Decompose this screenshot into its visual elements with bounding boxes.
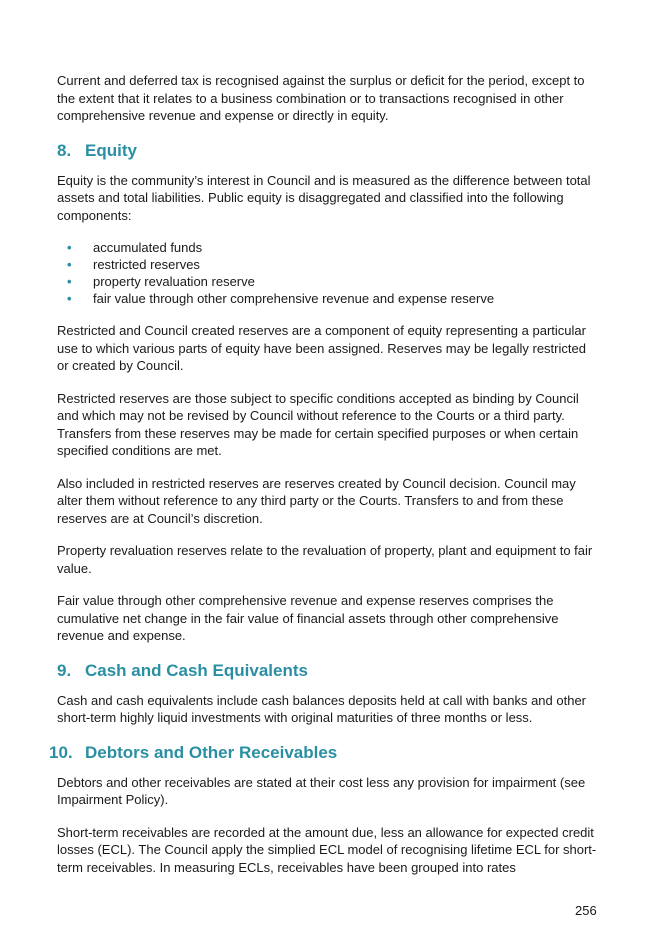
equity-paragraph-6: Fair value through other comprehensive revenue and expense reserves comprises the cumulative net change in the fair value of financial assets through other comprehensive revenue and expense.	[57, 593, 559, 643]
section-number: 8.	[57, 140, 72, 160]
section-heading-equity	[57, 140, 597, 162]
bullet-icon: •	[67, 257, 72, 272]
bullet-icon: •	[67, 274, 72, 289]
equity-paragraph-1: Equity is the community’s interest in Council and is measured as the difference between total assets and total liabilities. Public equity is disaggregated and classified into the following components:	[57, 172, 591, 223]
debtors-paragraph-2: Short-term receivables are recorded at the amount due, less an allowance for expected credit losses (ECL). The Council apply the simplied ECL model of recognising lifetime ECL for short-term receivables. In measuring ECLs, receivables have been grouped into rates	[57, 824, 597, 875]
equity-paragraph-4: Also included in restricted reserves are reserves created by Council decision. Council may alter them without reference to any third party or the Courts. Transfers to and from these reserves are at Council’s discretion.	[57, 475, 576, 526]
debtors-paragraph-1: Debtors and other receivables are stated at their cost less any provision for impairment (see Impairment Policy).	[57, 774, 586, 807]
section-heading-debtors	[49, 742, 597, 764]
intro-paragraph: Current and deferred tax is recognised against the surplus or deficit for the period, except to the extent that it relates to a business combination or to transactions recognised in other comprehensive revenue and expense or directly in equity.	[57, 73, 585, 123]
list-item: • fair value through other comprehensive revenue and expense reserve	[67, 291, 495, 306]
bullet-icon: •	[67, 291, 72, 306]
equity-paragraph-3: Restricted reserves are those subject to specific conditions accepted as binding by Council and which may not be revised by Council without reference to the Courts or a third party. Transfers from these reserves may be made for certain specified purposes or when certain specified conditions are met.	[57, 390, 579, 458]
page-number: 256	[575, 903, 597, 918]
section-title: Debtors and Other Receivables	[85, 742, 338, 762]
bullet-icon: •	[67, 240, 72, 255]
section-number: 9.	[57, 660, 72, 680]
cash-paragraph-1: Cash and cash equivalents include cash balances deposits held at call with banks and other short-term highly liquid investments with original maturities of three months or less.	[57, 692, 587, 725]
document-body	[49, 72, 597, 876]
section-title: Equity	[85, 140, 137, 160]
section-heading-cash	[57, 660, 597, 682]
list-item: • accumulated funds	[67, 240, 203, 255]
equity-components-list	[57, 239, 597, 307]
list-item: • restricted reserves	[67, 257, 200, 272]
section-title: Cash and Cash Equivalents	[85, 660, 308, 680]
section-number: 10.	[49, 742, 73, 762]
list-item: • property revaluation reserve	[67, 274, 255, 289]
equity-paragraph-5: Property revaluation reserves relate to the revaluation of property, plant and equipment to fair value.	[57, 543, 593, 576]
equity-paragraph-2: Restricted and Council created reserves are a component of equity representing a particular use to which various parts of equity have been assigned. Reserves may be legally restricted or created by Council.	[57, 323, 586, 373]
